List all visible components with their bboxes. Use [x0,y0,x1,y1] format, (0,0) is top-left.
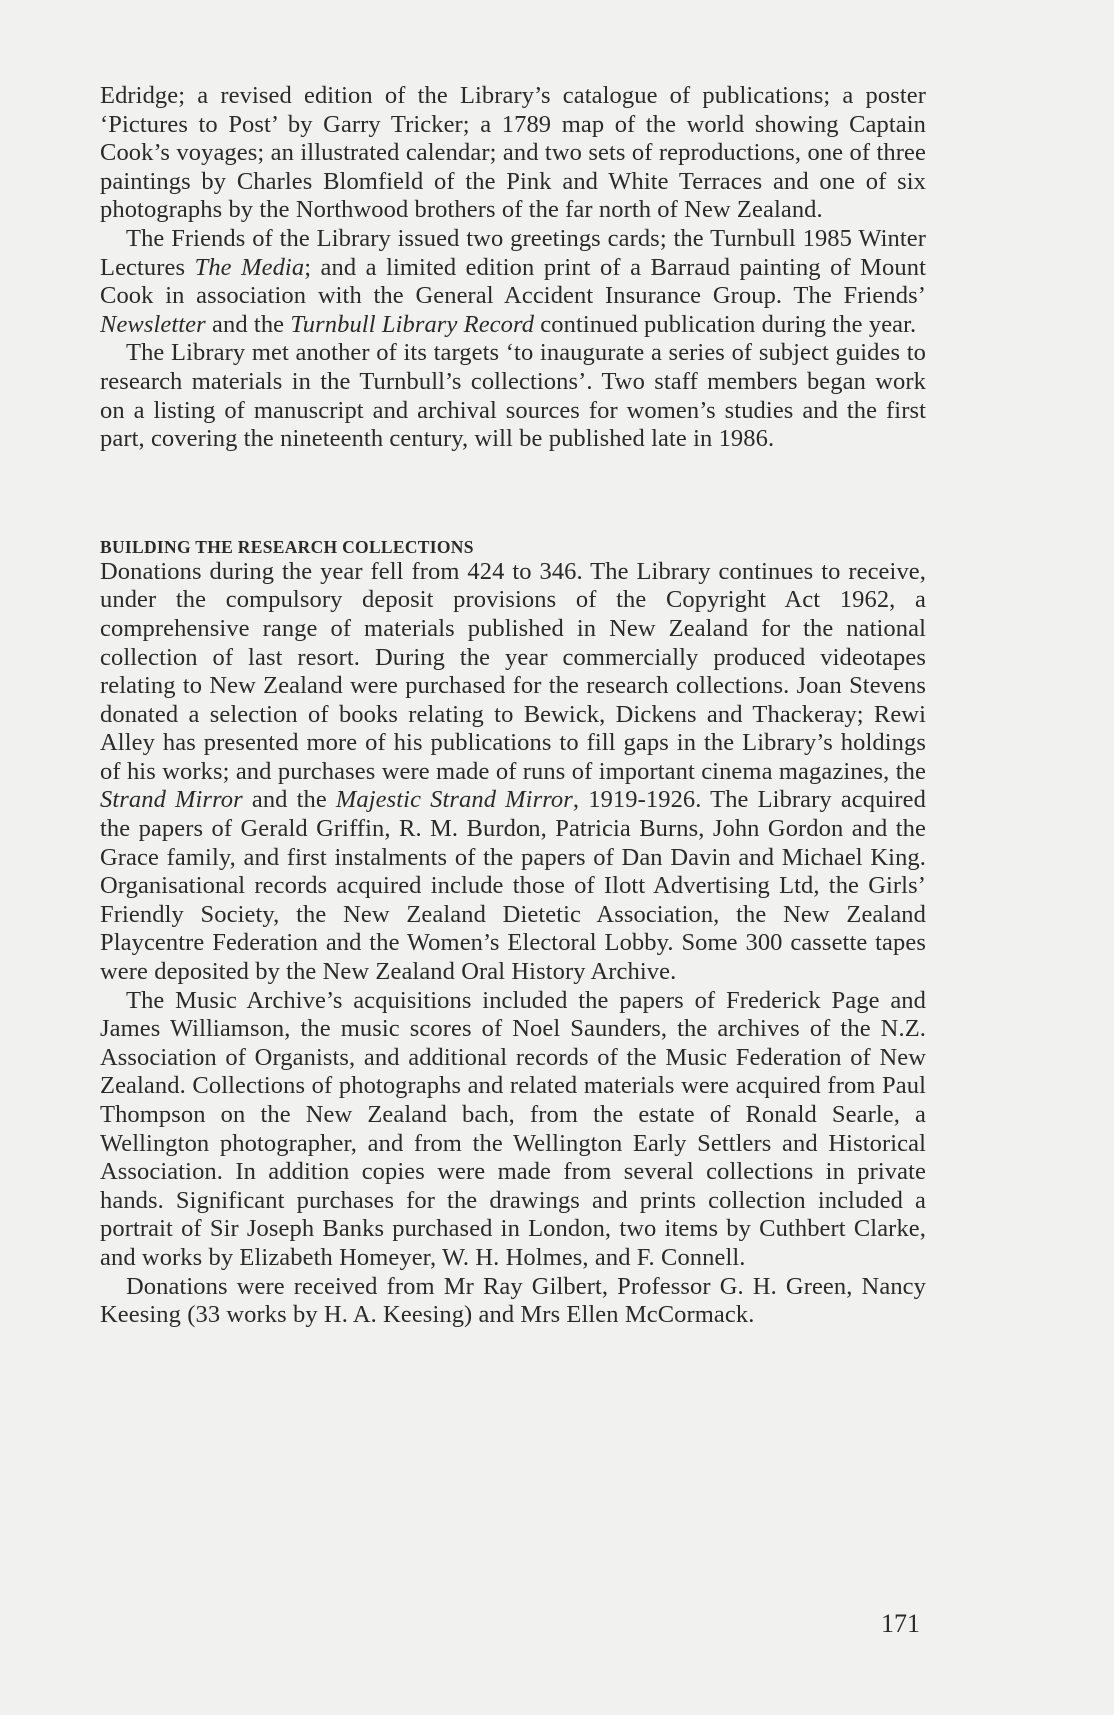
section-heading: BUILDING THE RESEARCH COLLECTIONS [100,536,474,557]
paragraph [100,82,926,225]
page-body [100,82,926,1330]
text-run: The Friends of the Library issued two greetings cards; the Turnbull 1985 Winter Lectures [100,224,926,281]
paragraph [100,558,926,987]
italic-title: Majestic Strand Mirror [335,786,573,814]
text-run: , 1919-1926. The Library acquired the papers of Gerald Griffin, R. M. Burdon, Patricia Burns, John Gordon and the Grace family, and first instalments of the papers of Dan Davin and Michael King. Organisational records acquired include those of Ilott Advertising Ltd, the Girls’ Friendly Society, the New Zealand Dietetic Association, the New Zealand Playcentre Federation and the Women’s Electoral Lobby. Some 300 cassette tapes were deposited by the New Zealand Oral History Archive. [100,786,926,986]
section-publications [100,82,926,454]
paragraph [100,987,926,1273]
text-run: Donations during the year fell from 424 to 346. The Library continues to receive, under the compulsory deposit provisions of the Copyright Act 1962, a comprehensive range of materials published in New Zealand for the national collection of last resort. During the year commercially produced videotapes relating to New Zealand were purchased for the research collections. Joan Stevens donated a selection of books relating to Bewick, Dickens and Thackeray; Rewi Alley has presented more of his publications to fill gaps in the Library’s holdings of his works; and purchases were made of runs of important cinema magazines, the [100,557,926,785]
text-run: and the [242,786,336,814]
paragraph [100,225,926,339]
paragraph [100,339,926,453]
page-number: 171 [881,1609,920,1638]
text-run: ; and a limited edition print of a Barraud painting of Mount Cook in association with the General Accident Insurance Group. The Friends’ [100,253,926,310]
text-run: The Library met another of its targets ‘to inaugurate a series of subject guides to research materials in the Turnbull’s collections’. Two staff members began work on a listing of manuscript and archival sources for women’s studies and the first part, covering the nineteenth century, will be published late in 1986. [100,339,926,453]
italic-title: The Media [194,253,305,281]
text-run: Edridge; a revised edition of the Library’s catalogue of publications; a poster ‘Pictures to Post’ by Garry Tricker; a 1789 map of the world showing Captain Cook’s voyages; an illustrated calendar; and two sets of reproductions, one of three paintings by Charles Blomfield of the Pink and White Terraces and one of six photographs by the Northwood brothers of the far north of New Zealand. [100,82,926,224]
text-run: continued publication during the year. [534,310,917,338]
text-run: Donations were received from Mr Ray Gilbert, Professor G. H. Green, Nancy Keesing (33 works by H. A. Keesing) and Mrs Ellen McCormack. [100,1272,926,1329]
italic-title: Newsletter [100,310,206,338]
text-run: and the [205,310,291,338]
paragraph [100,1273,926,1330]
italic-title: Strand Mirror [100,786,243,814]
italic-title: Turnbull Library Record [290,310,535,338]
text-run: The Music Archive’s acquisitions included the papers of Frederick Page and James Williamson, the music scores of Noel Saunders, the archives of the N.Z. Association of Organists, and additional records of the Music Federation of New Zealand. Collections of photographs and related materials were acquired from Paul Thompson on the New Zealand bach, from the estate of Ronald Searle, a Wellington photographer, and from the Wellington Early Settlers and Historical Association. In addition copies were made from several collections in private hands. Significant purchases for the drawings and prints collection included a portrait of Sir Joseph Banks purchased in London, two items by Cuthbert Clarke, and works by Elizabeth Homeyer, W. H. Holmes, and F. Connell. [100,986,926,1271]
section-research-collections [100,558,926,1330]
